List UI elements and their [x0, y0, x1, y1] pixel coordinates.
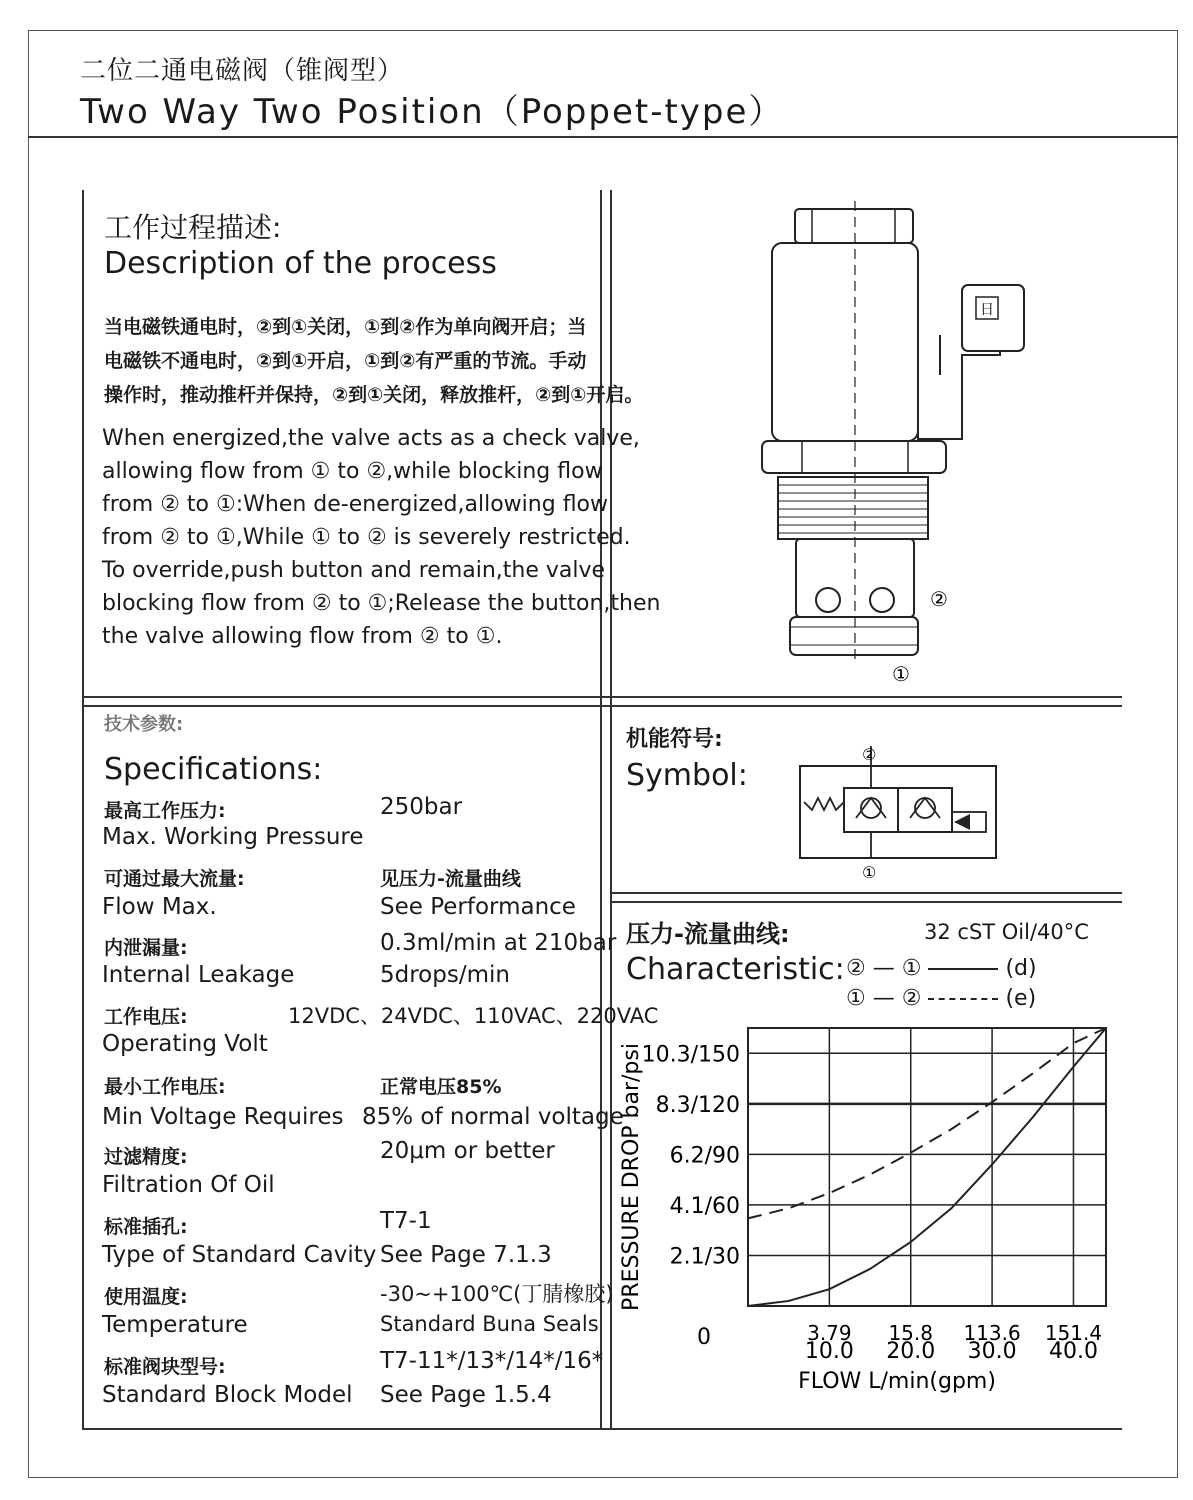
spec-label-en: Filtration Of Oil: [102, 1172, 275, 1198]
y-tick-label: 6.2/90: [669, 1143, 740, 1169]
y-tick-label: 4.1/60: [669, 1193, 740, 1219]
y-tick-label: 8.3/120: [655, 1092, 740, 1118]
x-tick-label: 10.0: [804, 1339, 854, 1364]
header-divider: [28, 136, 1178, 138]
spec-label-zh: 最高工作压力:: [104, 800, 226, 822]
chart-heading-zh: 压力-流量曲线:: [626, 920, 790, 948]
y-axis-label: PRESSURE DROP bar/psi: [619, 1043, 644, 1311]
hydraulic-symbol: [800, 746, 1000, 886]
spec-label-en: Temperature: [102, 1312, 248, 1338]
desc-en-line: the valve allowing flow from ② to ①.: [102, 624, 503, 649]
spec-value: See Performance: [380, 894, 576, 920]
description-text-zh: [104, 310, 643, 412]
symbol-heading-zh: 机能符号:: [626, 727, 723, 752]
x-tick-label: 40.0: [1048, 1339, 1098, 1364]
spec-value: 正常电压85%: [380, 1076, 502, 1098]
description-heading-zh: 工作过程描述:: [104, 211, 282, 244]
thread-section: [778, 477, 928, 539]
legend-d-to: ①: [901, 956, 922, 981]
description-heading-en: Description of the process: [104, 246, 497, 281]
y-tick-label: 2.1/30: [669, 1244, 740, 1270]
x-tick-label: 30.0: [967, 1339, 1017, 1364]
symbol-heading-en: Symbol:: [626, 758, 748, 793]
legend-e-to: ②: [901, 986, 922, 1011]
x-origin-label: 0: [697, 1325, 711, 1350]
row-divider-a: [82, 696, 1122, 698]
spec-label-en: Internal Leakage: [102, 962, 295, 988]
row-divider-c: [612, 892, 1122, 894]
x-tick-label-top: 151.4: [1044, 1321, 1103, 1345]
spec-value: 0.3ml/min at 210bar: [380, 930, 617, 956]
port-2-label: ②: [930, 587, 948, 611]
spec-value: T7-11*/13*/14*/16*: [380, 1348, 604, 1374]
x-tick-label-top: 3.79: [807, 1321, 852, 1345]
title-chinese: 二位二通电磁阀（锥阀型）: [80, 56, 405, 86]
spec-value: 5drops/min: [380, 962, 510, 988]
x-tick-label: 20.0: [886, 1339, 936, 1364]
chart-heading-en: Characteristic:: [626, 952, 845, 987]
title-english: Two Way Two Position（Poppet-type）: [80, 92, 785, 132]
series-line: [748, 1028, 1106, 1306]
bottom-border-right: [612, 1428, 1122, 1430]
desc-en-line: When energized,the valve acts as a check valve,: [102, 426, 640, 451]
desc-zh-line: 电磁铁不通电时，②到①开启，①到②有严重的节流。手动: [104, 350, 587, 372]
desc-en-line: blocking flow from ② to ①;Release the button,then: [102, 591, 661, 616]
desc-en-line: To override,push button and remain,the valve: [102, 558, 606, 583]
spec-value: 12VDC、24VDC、110VAC、220VAC: [288, 1004, 659, 1028]
spec-label-zh: 过滤精度:: [104, 1146, 188, 1168]
hex-nut: [762, 441, 946, 473]
legend-d-from: ②: [846, 956, 866, 981]
spec-value: Standard Buna Seals: [380, 1312, 599, 1336]
legend-d-name: (d): [1005, 956, 1037, 981]
symbol-envelope-a: [844, 788, 898, 832]
spec-value: See Page 7.1.3: [380, 1242, 552, 1268]
spec-label-en: Type of Standard Cavity: [102, 1242, 377, 1268]
y-tick-label: 10.3/150: [641, 1042, 740, 1068]
spec-value: T7-1: [380, 1208, 432, 1234]
pressure-flow-chart: [612, 1010, 1132, 1420]
chart-condition: 32 cST Oil/40°C: [924, 920, 1089, 944]
spring-icon: [804, 798, 844, 810]
row-divider-b: [82, 705, 1122, 707]
spec-label-en: Flow Max.: [102, 894, 217, 920]
legend-d-line: [928, 968, 998, 970]
desc-en-line: allowing flow from ① to ②,while blocking flow: [102, 459, 603, 484]
description-text-en: [102, 422, 661, 653]
thread-lines: [778, 485, 928, 533]
spec-value: -30~+100℃(丁腈橡胶): [380, 1282, 614, 1306]
port-hole: [870, 588, 894, 612]
x-tick-label-top: 113.6: [963, 1321, 1021, 1345]
spec-label-zh: 内泄漏量:: [104, 937, 188, 959]
spec-label-zh: 可通过最大流量:: [104, 868, 245, 890]
spec-label-zh: 使用温度:: [104, 1286, 188, 1308]
spec-heading-en: Specifications:: [104, 752, 323, 787]
series-line: [748, 1028, 1106, 1218]
legend-item-d: ② — ① (d): [846, 956, 1037, 981]
spec-label-zh: 工作电压:: [104, 1006, 188, 1028]
cartridge-tip: [790, 617, 918, 655]
spec-label-en: Operating Volt: [102, 1031, 268, 1057]
legend-e-name: (e): [1005, 986, 1037, 1011]
spec-label-zh: 标准阀块型号:: [104, 1356, 226, 1378]
left-border: [82, 190, 84, 1430]
bottom-border: [82, 1428, 612, 1430]
desc-en-line: from ② to ①:When de-energized,allowing flow: [102, 492, 608, 517]
spec-value: 250bar: [380, 794, 463, 820]
spec-heading-zh: 技术参数:: [104, 714, 184, 735]
x-axis-label: FLOW L/min(gpm): [798, 1369, 996, 1394]
spec-label-en: Standard Block Model: [102, 1382, 353, 1408]
legend-item-e: ① — ② (e): [846, 986, 1037, 1011]
spec-value: 见压力-流量曲线: [380, 868, 521, 890]
desc-en-line: from ② to ①,While ① to ② is severely restricted.: [102, 525, 631, 550]
solenoid-arrow: [954, 814, 970, 830]
plot-area: [748, 1028, 1106, 1306]
symbol-port-2: ②: [862, 745, 877, 764]
connector-label: 日: [980, 302, 994, 318]
symbol-port-1: ①: [862, 863, 877, 882]
row-divider-d: [612, 901, 1122, 903]
legend-e-line: [928, 998, 998, 1000]
spec-value: 20μm or better: [380, 1138, 555, 1164]
spec-label-en: Max. Working Pressure: [102, 824, 364, 850]
spec-label-en: Min Voltage Requires: [102, 1104, 344, 1130]
valve-drawing: [740, 195, 994, 695]
symbol-envelope-b: [898, 788, 952, 832]
legend-e-from: ①: [846, 986, 866, 1011]
spec-label-zh: 最小工作电压:: [104, 1076, 226, 1098]
desc-zh-line: 操作时，推动推杆并保持，②到①关闭，释放推杆，②到①开启。: [104, 384, 644, 406]
x-tick-label-top: 15.8: [888, 1321, 933, 1345]
desc-zh-line: 当电磁铁通电时，②到①关闭，①到②作为单向阀开启；当: [104, 316, 587, 338]
coil-body: [772, 243, 918, 441]
spec-label-zh: 标准插孔:: [104, 1216, 188, 1238]
spec-value: 85% of normal voltage: [362, 1104, 624, 1130]
port-1-label: ①: [892, 662, 910, 686]
port-hole: [816, 588, 840, 612]
spec-value: See Page 1.5.4: [380, 1382, 552, 1408]
